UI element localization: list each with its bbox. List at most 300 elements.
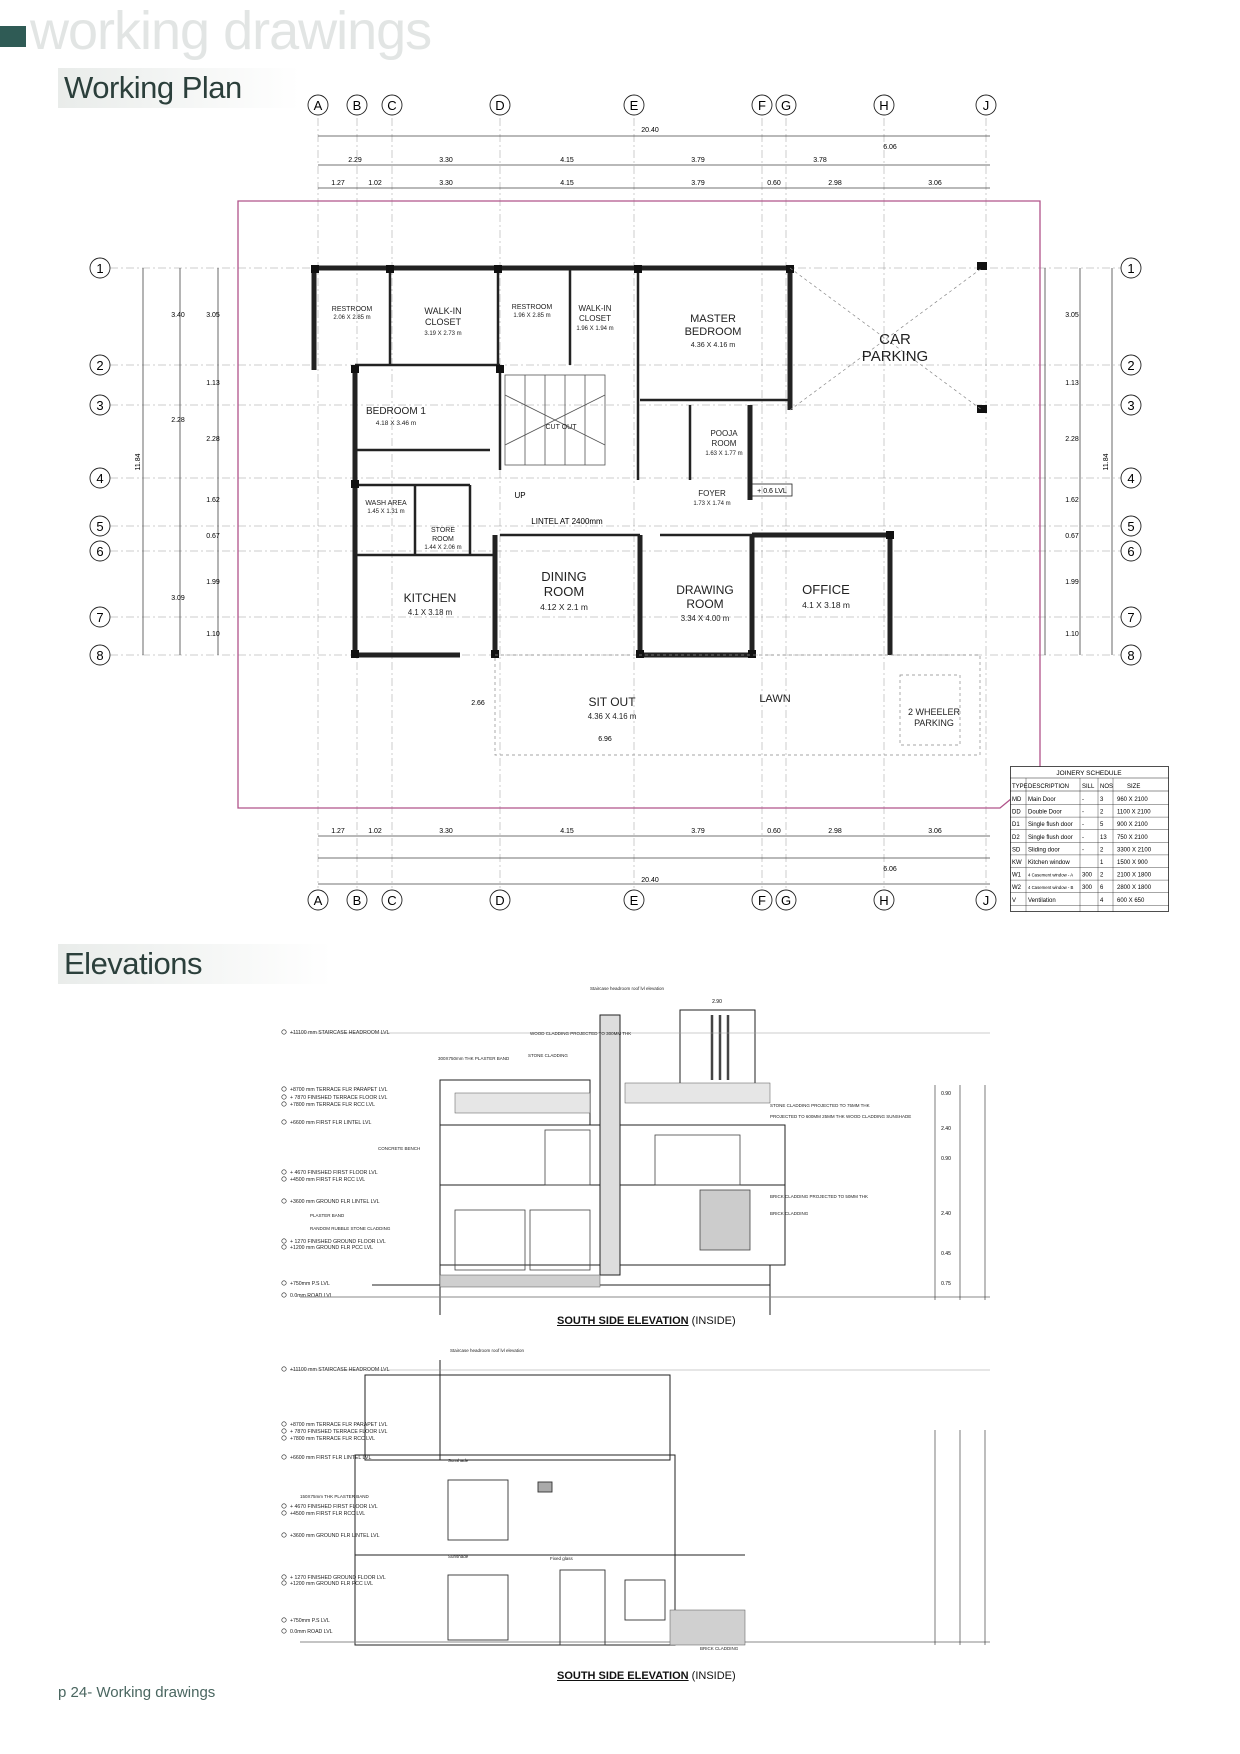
grid-bubble-row bbox=[1121, 541, 1141, 561]
joinery-cell: KW bbox=[1012, 860, 1022, 866]
dim-value: 1.27 bbox=[331, 180, 345, 187]
room-size: 1.73 X 1.74 m bbox=[693, 501, 731, 507]
grid-bubble-col bbox=[874, 890, 894, 910]
grid-label-row: 5 bbox=[1127, 519, 1135, 534]
room-name: WALK-IN bbox=[578, 304, 612, 313]
elevation1-dim-values bbox=[941, 1091, 951, 1287]
dim-value: 3.30 bbox=[439, 828, 453, 835]
grid-bubble-row bbox=[1121, 395, 1141, 415]
dim-value: 1.02 bbox=[368, 828, 382, 835]
level-label: +1200 mm GROUND FLR PCC LVL bbox=[290, 1245, 374, 1251]
top-dims-row2 bbox=[331, 180, 942, 187]
elevation1-caption bbox=[557, 1315, 736, 1327]
elevation1-right-dims bbox=[935, 1085, 985, 1300]
dim-value-left-sub: 2.28 bbox=[171, 417, 185, 424]
joinery-cell: - bbox=[1082, 809, 1084, 816]
dim-value-right: 1.62 bbox=[1065, 497, 1079, 504]
dim-value: 3.30 bbox=[439, 180, 453, 187]
room-size: 1.63 X 1.77 m bbox=[705, 451, 743, 457]
level-label: +6600 mm FIRST FLR LINTEL LVL bbox=[290, 1120, 372, 1126]
joinery-cell: 2 bbox=[1100, 847, 1104, 854]
grid-label-row: 3 bbox=[1127, 398, 1135, 413]
callout-label: BRICK CLADDING PROJECTED TO 50MM THK bbox=[770, 1194, 869, 1199]
joinery-cell: 5 bbox=[1100, 822, 1104, 829]
grid-label-col: A bbox=[313, 98, 323, 113]
room-size: 3.19 X 2.73 m bbox=[424, 331, 462, 337]
grid-bubble-col bbox=[776, 95, 796, 115]
room-name: CUT OUT bbox=[545, 424, 577, 431]
level-label: + 1270 FINISHED GROUND FLOOR LVL bbox=[290, 1575, 386, 1581]
room-label bbox=[512, 304, 553, 319]
grid-label-col: C bbox=[387, 893, 397, 908]
dim-value: 3.79 bbox=[691, 828, 705, 835]
joinery-cell: 3300 X 2100 bbox=[1117, 847, 1152, 854]
grid-label-col: G bbox=[780, 98, 792, 113]
joinery-cell: Double Door bbox=[1028, 809, 1062, 816]
room-size: 4.1 X 3.18 m bbox=[802, 600, 850, 610]
grid-label-row: 6 bbox=[96, 544, 104, 559]
joinery-cell: MD bbox=[1012, 797, 1022, 803]
dim-value: 1.27 bbox=[331, 828, 345, 835]
level-label: +750mm P.S LVL bbox=[290, 1618, 330, 1624]
dim-value-left: 1.13 bbox=[206, 380, 220, 387]
joinery-cell: 1 bbox=[1100, 860, 1104, 866]
callout-label: BRICK CLADDING bbox=[700, 1646, 739, 1651]
level-label: + 4670 FINISHED FIRST FLOOR LVL bbox=[290, 1504, 378, 1510]
room-size: 1.44 X 2.06 m bbox=[424, 545, 462, 551]
level-marker bbox=[282, 1504, 378, 1510]
joinery-cell: 4 Casement window - B bbox=[1028, 885, 1074, 891]
room-size: 4.18 X 3.46 m bbox=[375, 420, 417, 427]
joinery-cell: - bbox=[1082, 797, 1084, 803]
dim-value: 3.79 bbox=[691, 157, 705, 164]
room-labels bbox=[332, 304, 961, 728]
room-label bbox=[424, 306, 461, 337]
room-label bbox=[332, 306, 373, 321]
joinery-cell: 2100 X 1800 bbox=[1117, 872, 1152, 879]
joinery-cell: 3 bbox=[1100, 797, 1104, 803]
dim-value: 3.30 bbox=[439, 157, 453, 164]
level-label: +750mm P.S LVL bbox=[290, 1281, 330, 1287]
elevation1-building bbox=[300, 1010, 990, 1315]
room-name: DRAWING bbox=[676, 583, 734, 597]
room-label bbox=[705, 429, 742, 457]
dim-value: 1.02 bbox=[368, 180, 382, 187]
room-name: ROOM bbox=[432, 536, 454, 543]
grid-bubble-col bbox=[382, 95, 402, 115]
level-label: +8700 mm TERRACE FLR PARAPET LVL bbox=[290, 1422, 388, 1428]
room-size: 1.96 X 1.94 m bbox=[576, 326, 614, 332]
level-marker bbox=[282, 1455, 372, 1461]
joinery-cell: - bbox=[1082, 834, 1084, 841]
joinery-cell: 6 bbox=[1100, 885, 1104, 892]
room-name: ROOM bbox=[711, 439, 737, 448]
joinery-header: SIZE bbox=[1127, 784, 1141, 790]
grid-bubble-col bbox=[624, 890, 644, 910]
elevation2-caption-main: SOUTH SIDE ELEVATION bbox=[557, 1670, 689, 1682]
level-label: +1200 mm GROUND FLR PCC LVL bbox=[290, 1581, 374, 1587]
room-name: FOYER bbox=[698, 489, 726, 498]
room-name: WASH AREA bbox=[365, 500, 407, 507]
room-size: 2.06 X 2.85 m bbox=[333, 315, 371, 321]
room-label bbox=[576, 304, 613, 332]
room-name: ROOM bbox=[543, 584, 585, 599]
level-marker bbox=[282, 1199, 380, 1205]
level-note: + 0.6 LVL bbox=[757, 488, 787, 495]
dim-value: 2.98 bbox=[828, 828, 842, 835]
room-size: 3.34 X 4.00 m bbox=[680, 614, 730, 623]
overall-width-dim: 20.40 bbox=[641, 127, 659, 134]
room-label bbox=[693, 489, 730, 507]
room-name: ROOM bbox=[686, 597, 724, 611]
brick-cladding-block bbox=[670, 1610, 745, 1645]
room-label bbox=[862, 331, 928, 365]
level-marker bbox=[282, 1436, 375, 1442]
joinery-title: JOINERY SCHEDULE bbox=[1056, 770, 1122, 777]
joinery-cell: SD bbox=[1012, 847, 1021, 854]
grid-label-row: 5 bbox=[96, 519, 104, 534]
top-dimension-lines bbox=[143, 136, 1112, 884]
grid-bubble-row bbox=[1121, 607, 1141, 627]
callout-label: Fixed glass bbox=[550, 1556, 573, 1561]
grid-label-col: F bbox=[758, 893, 766, 908]
room-label bbox=[366, 406, 426, 427]
grid-label-row: 1 bbox=[96, 261, 104, 276]
grid-bubble-row bbox=[90, 468, 110, 488]
dim-value-left: 2.28 bbox=[206, 436, 220, 443]
joinery-cell: 2 bbox=[1100, 809, 1104, 816]
joinery-cell: Sliding door bbox=[1028, 847, 1060, 854]
joinery-cell: 2 bbox=[1100, 872, 1104, 879]
elevation-dim: 0.75 bbox=[941, 1281, 951, 1287]
dim-value: 4.15 bbox=[560, 828, 574, 835]
joinery-cell: Kitchen window bbox=[1028, 860, 1070, 866]
level-label: +4500 mm FIRST FLR RCC LVL bbox=[290, 1511, 366, 1517]
callout-label: PLASTER BAND bbox=[310, 1213, 345, 1218]
room-name: LAWN bbox=[759, 693, 791, 705]
joinery-cell: - bbox=[1082, 847, 1084, 854]
room-label bbox=[365, 500, 407, 515]
grid-label-row: 8 bbox=[1127, 648, 1135, 663]
stair-up-note: UP bbox=[514, 491, 526, 500]
grid-label-col: C bbox=[387, 98, 397, 113]
room-label bbox=[404, 591, 457, 617]
elevation-dim: 0.45 bbox=[941, 1251, 951, 1257]
level-label: +8700 mm TERRACE FLR PARAPET LVL bbox=[290, 1087, 388, 1093]
grid-bubble-row bbox=[90, 645, 110, 665]
room-name: KITCHEN bbox=[403, 591, 457, 605]
room-label bbox=[546, 424, 578, 431]
room-name: OFFICE bbox=[802, 582, 850, 597]
callout-label: 150X75mm THK PLASTER BAND bbox=[300, 1494, 369, 1499]
elevation2-right-dims bbox=[935, 1430, 985, 1645]
callout-label: Staircase headroom roof lvl elevation bbox=[450, 1348, 525, 1353]
dim-value-right: 1.10 bbox=[1065, 631, 1079, 638]
joinery-cell: 4 bbox=[1100, 897, 1104, 904]
dim-value-left: 3.05 bbox=[206, 312, 220, 319]
south-elevation-1 bbox=[0, 985, 1240, 1315]
room-size: 4.1 X 3.18 m bbox=[407, 608, 453, 617]
elevation-dim: 0.90 bbox=[941, 1091, 951, 1097]
level-label: + 4670 FINISHED FIRST FLOOR LVL bbox=[290, 1170, 378, 1176]
callout-label: STONE CLADDING bbox=[528, 1053, 568, 1058]
joinery-cell: W2 bbox=[1012, 885, 1021, 892]
grid-label-col: D bbox=[495, 98, 505, 113]
room-name: SIT OUT bbox=[588, 695, 636, 709]
grid-label-col: E bbox=[629, 893, 639, 908]
elevation2-callouts bbox=[300, 1348, 739, 1651]
room-name: CLOSET bbox=[424, 317, 462, 327]
joinery-cell: 2800 X 1800 bbox=[1117, 885, 1152, 892]
grid-label-col: D bbox=[495, 893, 505, 908]
room-label bbox=[908, 707, 961, 728]
level-label: + 7870 FINISHED TERRACE FLOOR LVL bbox=[290, 1095, 388, 1101]
grid-bubble-col bbox=[490, 95, 510, 115]
staircase bbox=[505, 375, 605, 465]
dim-value-right: 0.67 bbox=[1065, 533, 1079, 540]
dim-value: 0.60 bbox=[767, 180, 781, 187]
room-name: BEDROOM 1 bbox=[365, 406, 427, 417]
level-label: +7800 mm TERRACE FLR RCC LVL bbox=[290, 1102, 375, 1108]
lintel-note: LINTEL AT 2400mm bbox=[531, 517, 603, 526]
plan-grid-bubbles bbox=[90, 95, 1141, 910]
elevation1-caption-sub: (INSIDE) bbox=[691, 1315, 736, 1327]
grid-bubble-row bbox=[90, 395, 110, 415]
level-label: +7800 mm TERRACE FLR RCC LVL bbox=[290, 1436, 375, 1442]
elevation-dim: 2.40 bbox=[941, 1126, 951, 1132]
header-watermark: working drawings bbox=[30, 1, 432, 61]
dim-value-right: 1.13 bbox=[1065, 380, 1079, 387]
dim-value: 4.15 bbox=[560, 180, 574, 187]
callout-label: CONCRETE BENCH bbox=[378, 1146, 421, 1151]
dim-value: 0.60 bbox=[767, 828, 781, 835]
grid-bubble-col bbox=[624, 95, 644, 115]
joinery-cell: 4 Casement window - A bbox=[1028, 872, 1074, 878]
level-marker bbox=[282, 1422, 388, 1428]
joinery-cell: 1100 X 2100 bbox=[1117, 809, 1151, 816]
dim-value: 2.98 bbox=[828, 180, 842, 187]
elevation1-top-dim: 2.90 bbox=[712, 999, 722, 1005]
level-marker bbox=[282, 1281, 330, 1287]
joinery-cell: 960 X 2100 bbox=[1117, 797, 1148, 803]
level-marker bbox=[282, 1102, 375, 1108]
room-name: CAR bbox=[879, 331, 911, 348]
level-marker bbox=[282, 1087, 388, 1093]
grid-label-col: H bbox=[879, 98, 889, 113]
level-label: +4500 mm FIRST FLR RCC LVL bbox=[290, 1177, 366, 1183]
level-label: +6600 mm FIRST FLR LINTEL LVL bbox=[290, 1455, 372, 1461]
grid-label-col: H bbox=[879, 893, 889, 908]
joinery-cell: 13 bbox=[1100, 834, 1107, 841]
grid-label-row: 4 bbox=[1127, 471, 1135, 486]
grid-bubble-row bbox=[90, 541, 110, 561]
joinery-cell: 1500 X 900 bbox=[1117, 860, 1148, 866]
grid-bubble-row bbox=[1121, 645, 1141, 665]
room-name: MASTER bbox=[690, 313, 736, 325]
callout-label: Sunshade bbox=[448, 1458, 469, 1463]
level-marker bbox=[282, 1618, 330, 1624]
joinery-cell: 300 bbox=[1082, 885, 1093, 892]
elevation2-level-labels bbox=[282, 1367, 390, 1635]
level-marker bbox=[282, 1533, 380, 1539]
callout-label: Staircase headroom roof lvl elevation bbox=[590, 986, 665, 991]
joinery-header: TYPE bbox=[1012, 784, 1028, 790]
grid-bubble-row bbox=[1121, 516, 1141, 536]
callout-label: PROJECTED TO 600MM 25MM THK WOOD CLADDING SUNSHADE bbox=[770, 1114, 912, 1119]
room-label bbox=[540, 569, 588, 612]
grid-label-col: F bbox=[758, 98, 766, 113]
grid-label-row: 4 bbox=[96, 471, 104, 486]
room-name: POOJA bbox=[710, 429, 738, 438]
grid-bubble-row bbox=[1121, 468, 1141, 488]
callout-label: WOOD CLADDING PROJECTED TO 300MM THK bbox=[530, 1031, 632, 1036]
joinery-cell: Main Door bbox=[1028, 797, 1056, 803]
joinery-header: SILL bbox=[1082, 784, 1095, 790]
room-label bbox=[676, 583, 734, 623]
grid-bubble-col bbox=[347, 890, 367, 910]
room-label bbox=[759, 693, 790, 705]
room-name: WALK-IN bbox=[424, 306, 462, 316]
grid-label-row: 2 bbox=[96, 358, 104, 373]
grid-label-col: E bbox=[629, 98, 639, 113]
elevation2-caption bbox=[557, 1670, 736, 1682]
elevation2-windows bbox=[448, 1480, 665, 1645]
grid-bubble-col bbox=[752, 890, 772, 910]
room-size: 1.96 X 2.85 m bbox=[513, 313, 551, 319]
joinery-cell: 600 X 650 bbox=[1117, 897, 1145, 904]
dim-value-left: 0.67 bbox=[206, 533, 220, 540]
level-label: +11100 mm STAIRCASE HEADROOM LVL bbox=[290, 1030, 390, 1036]
room-name: 2 WHEELER bbox=[907, 707, 961, 717]
grid-bubble-col bbox=[347, 95, 367, 115]
level-label: + 1270 FINISHED GROUND FLOOR LVL bbox=[290, 1239, 386, 1245]
grid-label-col: J bbox=[982, 893, 990, 908]
grid-bubble-row bbox=[1121, 258, 1141, 278]
grid-label-row: 3 bbox=[96, 398, 104, 413]
left-dims bbox=[171, 312, 1079, 638]
joinery-cell: DD bbox=[1012, 809, 1021, 816]
room-name: PARKING bbox=[861, 348, 929, 365]
dim-value-left: 1.99 bbox=[206, 579, 220, 586]
stone-plinth bbox=[440, 1275, 600, 1287]
elevation1-level-labels bbox=[282, 1030, 390, 1299]
grid-bubble-col bbox=[776, 890, 796, 910]
level-marker bbox=[282, 1095, 388, 1101]
callout-label: 300X750mm THK PLASTER BAND bbox=[438, 1056, 510, 1061]
room-size: 4.36 X 4.16 m bbox=[690, 341, 736, 349]
joinery-cell: D2 bbox=[1012, 834, 1020, 841]
grid-bubble-col bbox=[490, 890, 510, 910]
right-dim: 6.06 bbox=[883, 144, 897, 151]
callout-label: RANDOM RUBBLE STONE CLADDING bbox=[310, 1226, 391, 1231]
dim-value: 3.06 bbox=[928, 828, 942, 835]
overall-width-dim-bottom: 20.40 bbox=[641, 877, 659, 884]
dim-value: 3.79 bbox=[691, 180, 705, 187]
grid-bubble-row bbox=[1121, 355, 1141, 375]
level-label: 0.0mm ROAD LVL bbox=[290, 1629, 333, 1635]
level-marker bbox=[282, 1170, 378, 1176]
room-name: RESTROOM bbox=[511, 304, 553, 311]
side-dim: 2.66 bbox=[471, 700, 485, 707]
room-name: CLOSET bbox=[578, 314, 612, 323]
level-marker bbox=[282, 1429, 388, 1435]
grid-bubble-row bbox=[90, 355, 110, 375]
dim-value: 2.29 bbox=[348, 157, 362, 164]
room-label bbox=[424, 527, 461, 551]
joinery-schedule-table bbox=[1010, 766, 1170, 912]
joinery-header: DESCRIPTION bbox=[1028, 784, 1070, 790]
joinery-cell: W1 bbox=[1012, 872, 1021, 879]
section-title-working-plan: Working Plan bbox=[58, 68, 300, 108]
joinery-cell: 900 X 2100 bbox=[1117, 822, 1148, 829]
level-marker bbox=[282, 1293, 333, 1299]
joinery-cell: Ventilation bbox=[1028, 897, 1056, 904]
room-label bbox=[588, 695, 637, 721]
level-label: +11100 mm STAIRCASE HEADROOM LVL bbox=[290, 1367, 390, 1373]
grid-label-row: 8 bbox=[96, 648, 104, 663]
joinery-header: NOS bbox=[1100, 784, 1114, 790]
grid-label-row: 6 bbox=[1127, 544, 1135, 559]
room-name: PARKING bbox=[914, 718, 954, 728]
grid-label-row: 1 bbox=[1127, 261, 1135, 276]
grid-label-col: G bbox=[780, 893, 792, 908]
dim-value: 3.06 bbox=[928, 180, 942, 187]
elevation-dim: 2.40 bbox=[941, 1211, 951, 1217]
level-marker bbox=[282, 1177, 366, 1183]
level-label: + 7870 FINISHED TERRACE FLOOR LVL bbox=[290, 1429, 388, 1435]
callout-label: STONE CLADDING PROJECTED TO 75MM THK bbox=[770, 1103, 870, 1108]
dim-value-left: 1.62 bbox=[206, 497, 220, 504]
sit-out-dim: 6.96 bbox=[598, 736, 612, 743]
room-name: DINING bbox=[541, 569, 587, 584]
level-marker bbox=[282, 1581, 373, 1587]
room-name: RESTROOM bbox=[331, 306, 373, 313]
grid-bubble-row bbox=[90, 516, 110, 536]
room-size: 4.36 X 4.16 m bbox=[587, 712, 637, 721]
level-label: +3600 mm GROUND FLR LINTEL LVL bbox=[290, 1199, 380, 1205]
dim-value-right: 3.05 bbox=[1065, 312, 1079, 319]
joinery-cell: 750 X 2100 bbox=[1117, 834, 1148, 841]
grid-label-col: B bbox=[352, 98, 362, 113]
level-marker bbox=[282, 1629, 333, 1635]
dim-value-right: 1.99 bbox=[1065, 579, 1079, 586]
grid-bubble-row bbox=[90, 607, 110, 627]
elevation2-caption-sub: (INSIDE) bbox=[691, 1670, 736, 1682]
grid-label-col: B bbox=[352, 893, 362, 908]
south-elevation-2 bbox=[0, 1330, 1240, 1660]
joinery-cell: Single flush door bbox=[1028, 834, 1073, 841]
left-total-dim: 11.84 bbox=[135, 453, 142, 471]
room-size: 1.45 X 1.31 m bbox=[367, 509, 405, 515]
callout-label: BRICK CLADDING bbox=[770, 1211, 809, 1216]
grid-bubble-col bbox=[874, 95, 894, 115]
joinery-cell: 300 bbox=[1082, 872, 1093, 879]
joinery-cell: D1 bbox=[1012, 822, 1020, 829]
room-name: BEDROOM bbox=[684, 326, 742, 338]
dim-value: 4.15 bbox=[560, 157, 574, 164]
level-label: +3600 mm GROUND FLR LINTEL LVL bbox=[290, 1533, 380, 1539]
grid-label-row: 2 bbox=[1127, 358, 1135, 373]
grid-bubble-row bbox=[90, 258, 110, 278]
grid-bubble-col bbox=[752, 95, 772, 115]
grid-bubble-col bbox=[382, 890, 402, 910]
level-marker bbox=[282, 1120, 372, 1126]
level-marker bbox=[282, 1511, 366, 1517]
section-title-elevations: Elevations bbox=[58, 944, 332, 984]
bottom-dims-row bbox=[331, 828, 942, 835]
room-name: STORE bbox=[431, 527, 455, 534]
stone-cladding-band-2 bbox=[625, 1083, 770, 1103]
